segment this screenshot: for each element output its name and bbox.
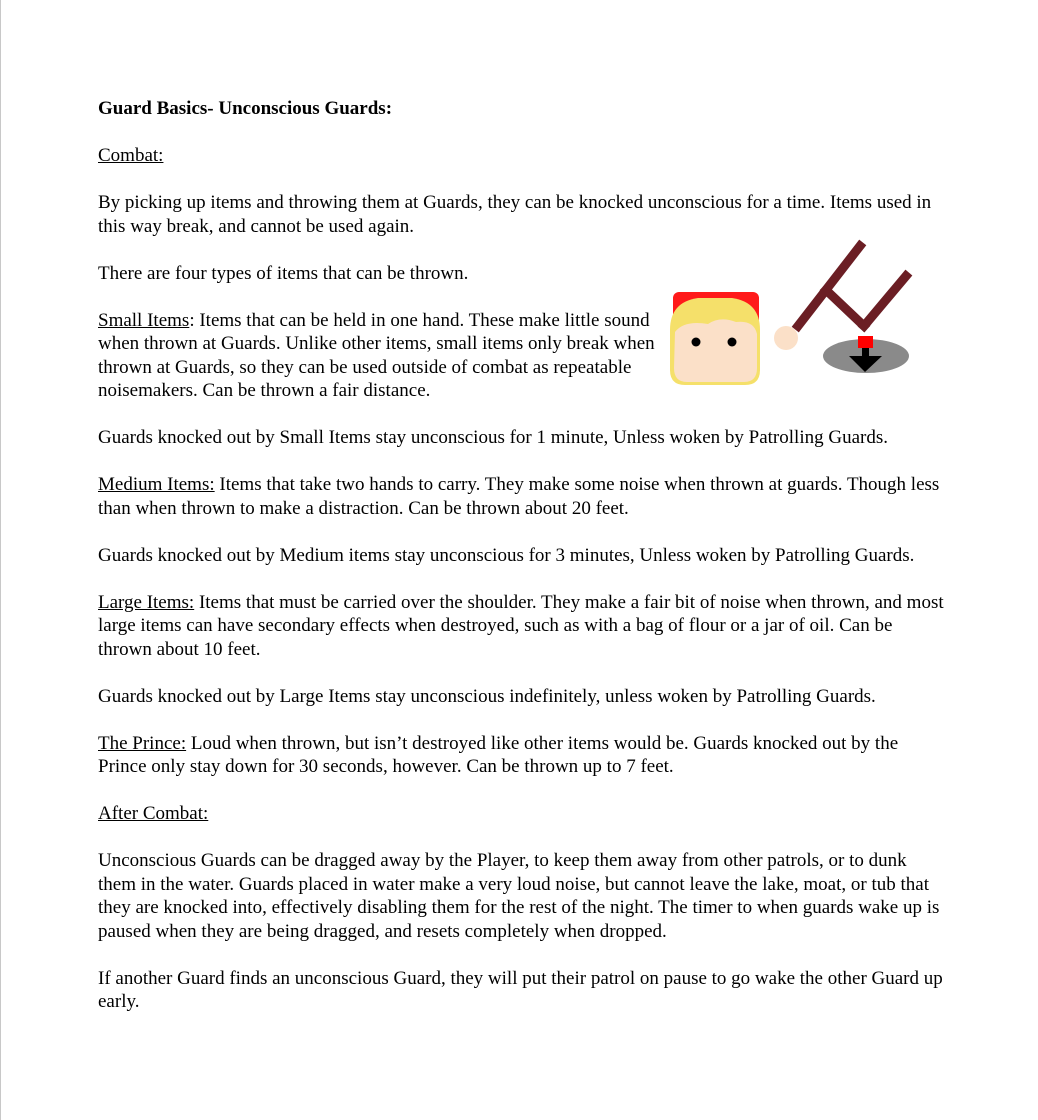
polearm-crossbar xyxy=(826,290,864,326)
prince-paragraph xyxy=(98,732,948,779)
prince-head-icon xyxy=(670,292,760,385)
left-eye-icon xyxy=(692,338,701,347)
large-items-label: Large Items: xyxy=(98,591,195,613)
guard-marker-icon xyxy=(823,336,909,373)
after-combat-paragraph: Unconscious Guards can be dragged away by the Player, to keep them away from other patrols, or to dunk them in the water. Guards placed in water make a very loud noise, but cannot leave the lake, moat, or tub that they are knocked into, effectively disabling them for the rest of the night. The timer to when guards wake up is paused when they are being dragged, and resets completely when dropped. xyxy=(98,850,940,942)
hand-icon xyxy=(774,326,798,350)
small-items-paragraph xyxy=(98,309,663,403)
large-items-paragraph xyxy=(98,591,948,662)
medium-items-paragraph xyxy=(98,473,948,520)
after-combat-heading-text: After Combat: xyxy=(98,803,209,824)
right-eye-icon xyxy=(728,338,737,347)
item-types-paragraph: There are four types of items that can be thrown. xyxy=(98,262,469,284)
guard-marker-shape xyxy=(858,336,873,348)
intro-paragraph: By picking up items and throwing them at Guards, they can be knocked unconscious for a time. Items used in this way break, and cannot be used again. xyxy=(98,192,932,237)
polearm-icon xyxy=(798,246,906,326)
page-title: Guard Basics- Unconscious Guards: xyxy=(98,98,393,119)
arrow-stem xyxy=(862,348,869,356)
after-combat-heading xyxy=(98,802,948,826)
small-items-ko-paragraph: Guards knocked out by Small Items stay unconscious for 1 minute, Unless woken by Patrolling Guards. xyxy=(98,427,888,448)
medium-items-text: Items that take two hands to carry. They make some noise when thrown at guards. Though less than when thrown to make a distraction. Can be thrown about 20 feet. xyxy=(98,474,940,519)
small-items-label: Small Items xyxy=(98,309,190,331)
hand-shape xyxy=(774,326,798,350)
medium-items-label: Medium Items: xyxy=(98,474,215,495)
combat-heading-text: Combat: xyxy=(98,145,164,166)
prince-label: The Prince: xyxy=(98,732,187,754)
combat-heading xyxy=(98,144,948,168)
large-items-ko-paragraph: Guards knocked out by Large Items stay unconscious indefinitely, unless woken by Patrolling Guards. xyxy=(98,685,876,707)
small-items-text: : Items that can be held in one hand. These make little sound when thrown at Guards. Unlike other items, small items only break when thrown at Guards, so they can be used outside of combat as repeatable noisemakers. Can be thrown a fair distance. xyxy=(98,309,655,401)
page-edge xyxy=(0,0,1,1120)
polearm-blade xyxy=(864,276,906,326)
prince-text: Loud when thrown, but isn’t destroyed like other items would be. Guards knocked out by the Prince only stay down for 30 seconds, however. Can be thrown up to 7 feet. xyxy=(98,732,899,777)
medium-items-ko-paragraph: Guards knocked out by Medium items stay unconscious for 3 minutes, Unless woken by Patrolling Guards. xyxy=(98,544,915,566)
face-shape xyxy=(674,319,757,382)
final-paragraph: If another Guard finds an unconscious Guard, they will put their patrol on pause to go wake the other Guard up early. xyxy=(98,967,943,1012)
large-items-text: Items that must be carried over the shoulder. They make a fair bit of noise when thrown, and most large items can have secondary effects when destroyed, such as with a bag of flour or a jar of oil. Can be thrown about 10 feet. xyxy=(98,591,944,660)
guard-illustration xyxy=(660,238,920,388)
